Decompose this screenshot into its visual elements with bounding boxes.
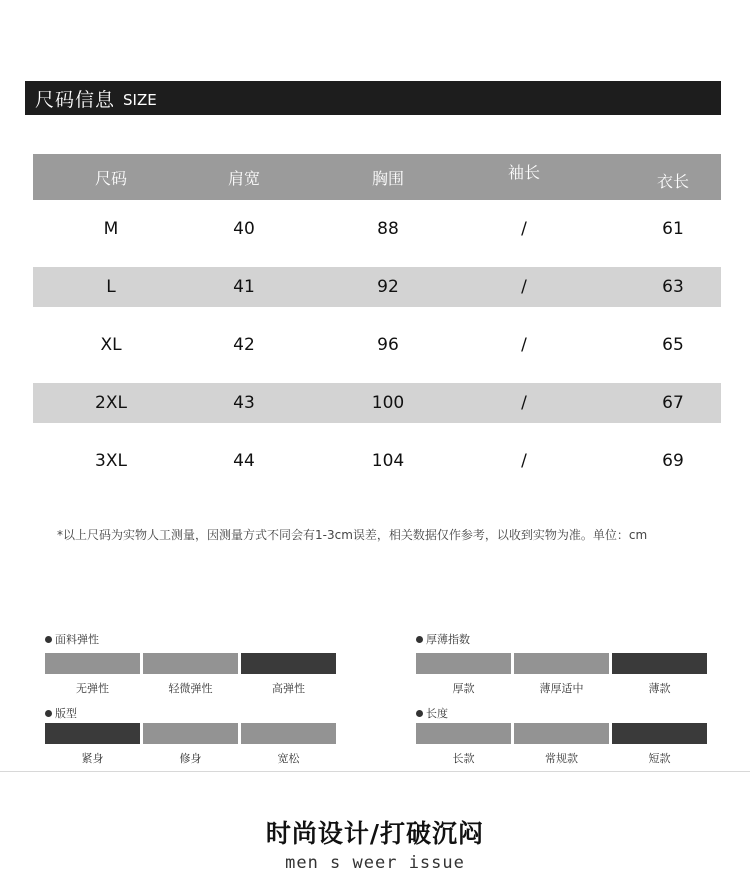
slogan-subtitle: men s weer issue [285,853,465,873]
scale-bar-selected [45,723,140,744]
table-cell: 41 [233,277,255,297]
column-header-length: 衣长 [656,171,689,191]
table-cell: 2XL [95,393,127,413]
table-cell: 100 [371,393,405,413]
table-cell: 88 [377,219,399,239]
table-cell: L [106,277,116,297]
scale-bar-selected [612,653,707,674]
bullet-icon [45,636,52,643]
table-cell: 44 [233,451,255,471]
column-header-chest: 胸围 [371,168,404,188]
fit-scale [45,706,336,766]
scale-bar-selected [241,653,336,674]
size-info-title-en: SIZE [123,90,157,109]
table-row [33,432,721,490]
scale-bar [143,723,238,744]
scale-bar [143,653,238,674]
table-cell: 42 [233,335,255,355]
section-divider [0,771,750,772]
scale-option: 厚款 [452,682,475,695]
scale-title: 面料弹性 [55,633,99,646]
scale-bar [45,653,140,674]
table-cell: XL [100,335,122,355]
scale-option: 薄厚适中 [539,682,584,695]
table-cell: 63 [662,277,684,297]
column-header-sleeve: 袖长 [507,162,540,182]
table-cell: 69 [662,451,684,471]
scale-option: 宽松 [277,752,300,765]
scale-option: 长款 [452,752,475,765]
table-cell: 43 [233,393,255,413]
table-cell: / [521,393,527,413]
scale-title: 版型 [55,707,77,720]
size-table-header [33,154,721,200]
table-cell: 61 [662,219,684,239]
table-cell: 67 [662,393,684,413]
table-cell: 92 [377,277,399,297]
scale-bar-selected [612,723,707,744]
table-cell: 40 [233,219,255,239]
scale-option: 修身 [179,752,202,765]
length-scale [416,706,707,766]
table-cell: / [521,277,527,297]
scale-title: 长度 [426,707,448,720]
scale-title: 厚薄指数 [426,633,470,646]
scale-option: 紧身 [81,752,104,765]
bullet-icon [45,710,52,717]
scale-option: 高弹性 [272,682,305,695]
table-cell: / [521,219,527,239]
scale-bar [416,723,511,744]
table-cell: M [103,219,119,239]
table-cell: / [521,451,527,471]
size-info-title: 尺码信息 [35,88,116,111]
column-header-shoulder: 肩宽 [227,168,260,188]
table-cell: 3XL [95,451,127,471]
table-cell: 96 [377,335,399,355]
column-header-size: 尺码 [94,168,127,188]
scale-option: 薄款 [648,682,671,695]
measurement-note: *以上尺码为实物人工测量，因测量方式不同会有1-3cm误差，相关数据仅作参考，以收到实物为准。单位：cm [57,528,648,542]
table-row [33,383,721,423]
table-row [33,316,721,374]
scale-bar [514,723,609,744]
size-info-header [25,81,721,115]
elasticity-scale [45,632,336,696]
scale-option: 无弹性 [76,682,109,695]
table-row [33,267,721,307]
table-cell: 65 [662,335,684,355]
table-cell: / [521,335,527,355]
bullet-icon [416,710,423,717]
scale-option: 常规款 [545,752,578,765]
size-table [33,154,721,490]
slogan-title: 时尚设计/打破沉闷 [265,819,485,848]
table-cell: 104 [371,451,405,471]
thickness-scale [416,632,707,696]
scale-bar [416,653,511,674]
scale-option: 短款 [648,752,671,765]
scale-bar [514,653,609,674]
bullet-icon [416,636,423,643]
table-row [33,200,721,258]
scale-option: 轻微弹性 [168,682,213,695]
scale-bar [241,723,336,744]
